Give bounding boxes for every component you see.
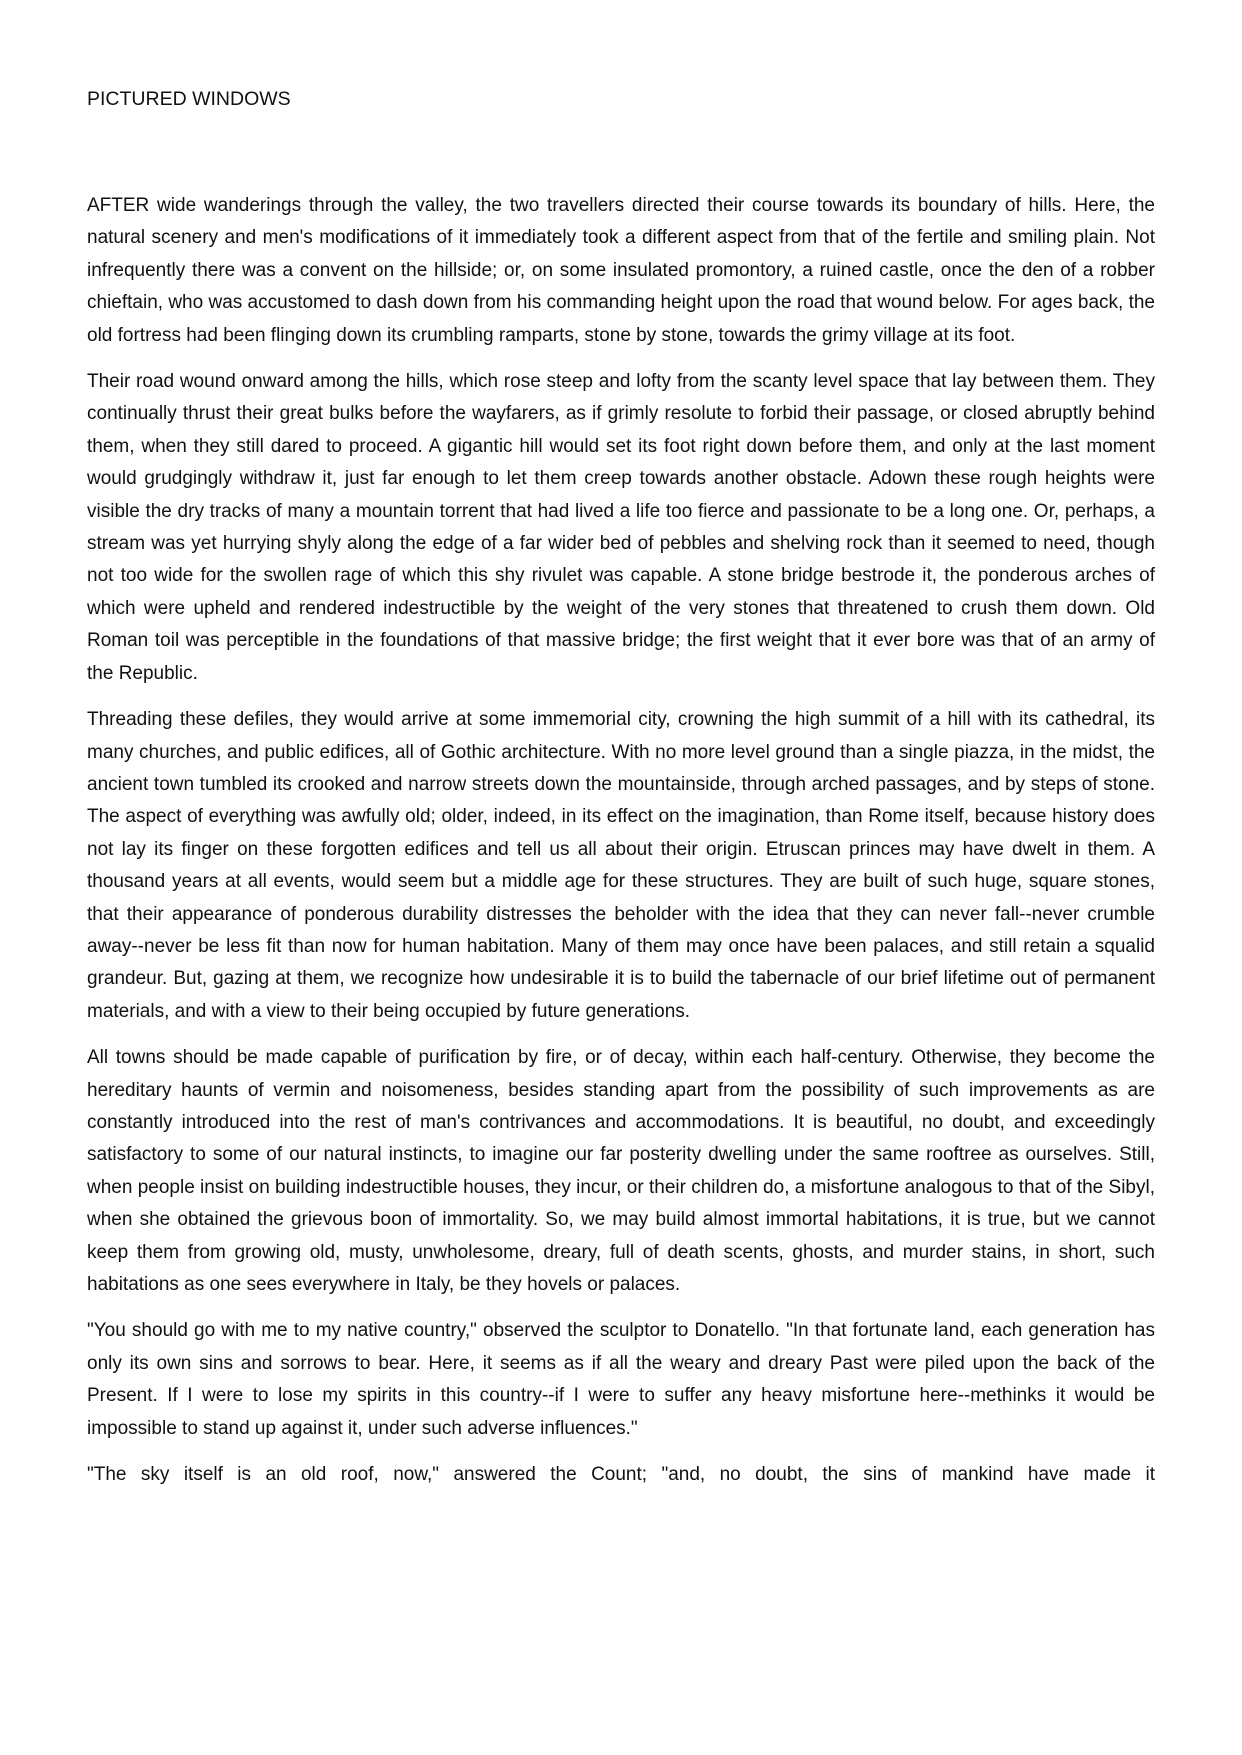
paragraph-4: All towns should be made capable of purification by fire, or of decay, within each half-century. Otherwise, they become the hereditary haunts of vermin and noisomeness, besides standing apart from the possibility of such improvements as are constantly introduced into the rest of man's contrivances and accommodations. It is beautiful, no doubt, and exceedingly satisfactory to some of our natural instincts, to imagine our far posterity dwelling under the same rooftree as ourselves. Still, when people insist on building indestructible houses, they incur, or their children do, a misfortune analogous to that of the Sibyl, when she obtained the grievous boon of immortality. So, we may build almost immortal habitations, it is true, but we cannot keep them from growing old, musty, unwholesome, dreary, full of death scents, ghosts, and murder stains, in short, such habitations as one sees everywhere in Italy, be they hovels or palaces. [87,1047,1155,1295]
paragraph-5: "You should go with me to my native country," observed the sculptor to Donatello. "In that fortunate land, each generation has only its own sins and sorrows to bear. Here, it seems as if all the weary and dreary Past were piled upon the back of the Present. If I were to lose my spirits in this country--if I were to suffer any heavy misfortune here--methinks it would be impossible to stand up against it, under such adverse influences." [87,1320,1155,1439]
paragraph-2: Their road wound onward among the hills, which rose steep and lofty from the scanty level space that lay between them. They continually thrust their great bulks before the wayfarers, as if grimly resolute to forbid their passage, or closed abruptly behind them, when they still dared to proceed. A gigantic hill would set its foot right down before them, and only at the last moment would grudgingly withdraw it, just far enough to let them creep towards another obstacle. Adown these rough heights were visible the dry tracks of many a mountain torrent that had lived a life too fierce and passionate to be a long one. Or, perhaps, a stream was yet hurrying shyly along the edge of a far wider bed of pebbles and shelving rock than it seemed to need, though not too wide for the swollen rage of which this shy rivulet was capable. A stone bridge bestrode it, the ponderous arches of which were upheld and rendered indestructible by the weight of the very stones that threatened to crush them down. Old Roman toil was perceptible in the foundations of that massive bridge; the first weight that it ever bore was that of an army of the Republic. [87,371,1155,684]
paragraph-6: "The sky itself is an old roof, now," answered the Count; "and, no doubt, the sins of mankind have made it [87,1464,1155,1486]
paragraph-1: AFTER wide wanderings through the valley, the two travellers directed their course towards its boundary of hills. Here, the natural scenery and men's modifications of it immediately took a different aspect from that of the fertile and smiling plain. Not infrequently there was a convent on the hillside; or, on some insulated promontory, a ruined castle, once the den of a robber chieftain, who was accustomed to dash down from his commanding height upon the road that wound below. For ages back, the old fortress had been flinging down its crumbling ramparts, stone by stone, towards the grimy village at its foot. [87,195,1155,346]
paragraph-3: Threading these defiles, they would arrive at some immemorial city, crowning the high summit of a hill with its cathedral, its many churches, and public edifices, all of Gothic architecture. With no more level ground than a single piazza, in the midst, the ancient town tumbled its crooked and narrow streets down the mountainside, through arched passages, and by steps of stone. The aspect of everything was awfully old; older, indeed, in its effect on the imagination, than Rome itself, because history does not lay its finger on these forgotten edifices and tell us all about their origin. Etruscan princes may have dwelt in them. A thousand years at all events, would seem but a middle age for these structures. They are built of such huge, square stones, that their appearance of ponderous durability distresses the beholder with the idea that they can never fall--never crumble away--never be less fit than now for human habitation. Many of them may once have been palaces, and still retain a squalid grandeur. But, gazing at them, we recognize how undesirable it is to build the tabernacle of our brief lifetime out of permanent materials, and with a view to their being occupied by future generations. [87,709,1155,1022]
chapter-title: PICTURED WINDOWS [87,88,291,110]
body-text [87,190,1155,1505]
